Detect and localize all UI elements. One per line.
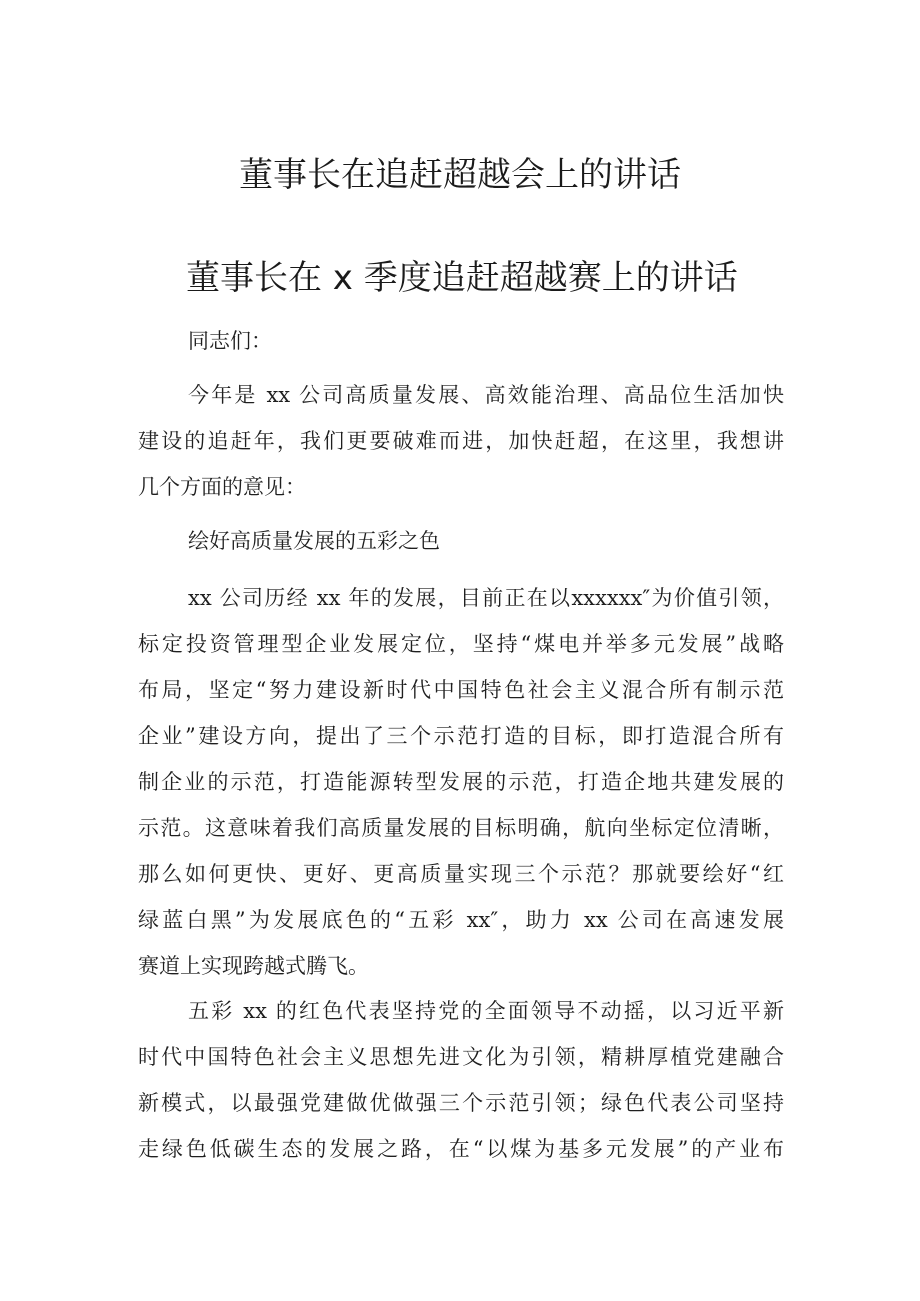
salutation: 同志们：	[188, 329, 272, 353]
section-heading: 绘好高质量发展的五彩之色	[188, 529, 440, 553]
sub-title: 董事长在 x 季度追赶超越赛上的讲话	[186, 258, 738, 298]
paragraph-line: 绿蓝白黑”为发展底色的“五彩 xx″，助力 xx 公司在高速发展	[138, 908, 784, 932]
paragraph-line: 标定投资管理型企业发展定位，坚持“煤电并举多元发展”战略	[138, 632, 784, 656]
heading-1-block	[138, 518, 784, 564]
paragraph-line: 走绿色低碳生态的发展之路，在“以煤为基多元发展”的产业布	[138, 1137, 784, 1161]
paragraph-line: 几个方面的意见：	[138, 475, 306, 499]
paragraph-line: 五彩 xx 的红色代表坚持党的全面领导不动摇，以习近平新	[188, 999, 784, 1023]
paragraph-line: 新模式，以最强党建做优做强三个示范引领；绿色代表公司坚持	[138, 1091, 784, 1115]
paragraph-line: 制企业的示范，打造能源转型发展的示范，打造企地共建发展的	[138, 770, 784, 794]
paragraph-1	[138, 372, 784, 510]
paragraph-line: 时代中国特色社会主义思想先进文化为引领，精耕厚植党建融合	[138, 1045, 784, 1069]
paragraph-line: 建设的追赶年，我们更要破难而进，加快赶超，在这里，我想讲	[138, 429, 784, 453]
main-title: 董事长在追赶超越会上的讲话	[239, 155, 681, 195]
salutation-block	[138, 318, 784, 364]
paragraph-line: xx 公司历经 xx 年的发展，目前正在以xxxxxx″为价值引领，	[188, 586, 784, 610]
paragraph-line: 今年是 xx 公司高质量发展、高效能治理、高品位生活加快	[188, 383, 784, 407]
paragraph-line: 示范。这意味着我们高质量发展的目标明确，航向坐标定位清晰，	[138, 816, 784, 840]
paragraph-2	[138, 575, 784, 989]
paragraph-line: 赛道上实现跨越式腾飞。	[138, 954, 369, 978]
paragraph-3	[138, 988, 784, 1172]
paragraph-line: 布局，坚定“努力建设新时代中国特色社会主义混合所有制示范	[138, 678, 784, 702]
paragraph-line: 那么如何更快、更好、更高质量实现三个示范？那就要绘好“红	[138, 862, 784, 886]
paragraph-line: 企业”建设方向，提出了三个示范打造的目标，即打造混合所有	[138, 724, 784, 748]
